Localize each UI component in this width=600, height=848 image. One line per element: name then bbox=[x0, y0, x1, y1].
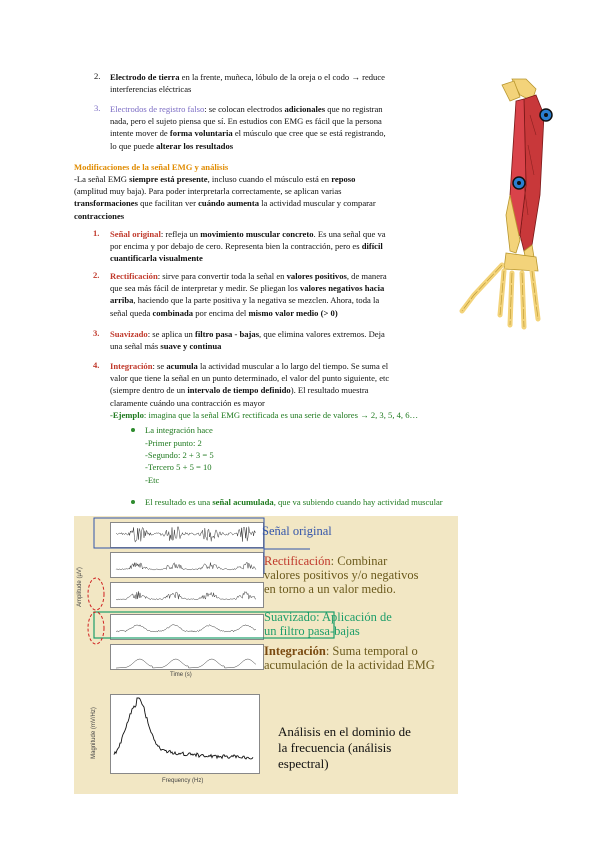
step-4-text: Integración: se acumula la actividad muscular a lo largo del tiempo. Se suma el valor que tiene la señal en un punto determinado, el valor del punto siguiente, etc (siempre dentro de un intervalo de tiempo definido). El resultado muestra claramente cuándo una contracción es mayor bbox=[110, 361, 390, 408]
spectrum-curve bbox=[110, 694, 258, 772]
example-bullet-2: El resultado es una señal acumulada, que va subiendo cuando hay actividad muscular bbox=[145, 497, 443, 507]
step-3-number: 3. bbox=[93, 328, 100, 338]
arm-anatomy-illustration bbox=[440, 75, 575, 375]
step-1-number: 1. bbox=[93, 228, 100, 238]
step-3-text: Suavizado: se aplica un filtro pasa - bajas, que elimina valores extremos. Deja una señal más suave y continua bbox=[110, 329, 385, 352]
section-intro: -La señal EMG siempre está presente, incluso cuando el músculo está en reposo (amplitud muy baja). Para poder interpretarla correctamente, se aplican varias transformaciones que facilitan ver cuándo aumenta la actividad muscular y comparar contracciones bbox=[74, 174, 376, 221]
magnitude-axis-label: Magnitude (mV/Hz) bbox=[90, 707, 97, 759]
example-step: -Segundo: 2 + 3 = 5 bbox=[145, 450, 214, 461]
bullet-dot bbox=[131, 500, 135, 504]
label-rectification: Rectificación: Combinar valores positivos y/o negativos en torno a un valor medio. bbox=[264, 554, 419, 596]
label-original-signal: Señal original bbox=[262, 524, 332, 538]
example-bullet-1: La integración hace bbox=[145, 425, 213, 435]
item-3-text: Electrodos de registro falso: se colocan electrodos adicionales que no registran nada, pero el sujeto piensa que sí. En estudios con EMG es fácil que la persona intente mover de forma voluntaria el músculo que cree que se está registrando, lo que puede alterar los resultados bbox=[110, 104, 386, 151]
example-step-list bbox=[145, 437, 214, 486]
example-line: -Ejemplo: imagina que la señal EMG rectificada es una serie de valores → 2, 3, 5, 4, 6… bbox=[110, 410, 419, 420]
example-step: -Primer punto: 2 bbox=[145, 438, 202, 448]
label-frequency-analysis: Análisis en el dominio de la frecuencia (análisis espectral) bbox=[278, 724, 411, 771]
frequency-axis-label: Frequency (Hz) bbox=[162, 778, 204, 784]
item-2-text: Electrodo de tierra en la frente, muñeca, lóbulo de la oreja o el codo → reduce interferencias eléctricas bbox=[110, 72, 385, 95]
amplitude-axis-label: Amplitude (µV) bbox=[76, 567, 83, 607]
item-3-number: 3. bbox=[94, 103, 101, 113]
step-1-text: Señal original: refleja un movimiento muscular concreto. Es una señal que va por encima y por debajo de cero. Representa bien la contracción, pero es difícil cuantificarla visualmente bbox=[110, 229, 386, 264]
example-step: -Tercero 5 + 5 = 10 bbox=[145, 462, 212, 473]
step-4-number: 4. bbox=[93, 360, 100, 370]
section-heading: Modificaciones de la señal EMG y análisis bbox=[74, 162, 229, 172]
bullet-dot bbox=[131, 428, 135, 432]
emg-processing-figure bbox=[74, 516, 458, 794]
label-smoothing: Suavizado: Aplicación de un filtro pasa-bajas bbox=[264, 610, 392, 638]
label-integration: Integración: Suma temporal o acumulación de la actividad EMG bbox=[264, 644, 435, 672]
step-2-number: 2. bbox=[93, 270, 100, 280]
item-2-number: 2. bbox=[94, 71, 101, 81]
example-step: -Etc bbox=[145, 474, 160, 485]
step-2-text: Rectificación: sirve para convertir toda la señal en valores positivos, de manera que sea más fácil de interpretar y medir. Se pliegan los valores negativos hacia arriba, haciendo que la parte positiva y la negativa se mezclen. Ahora, toda la señal queda combinada por encima del mismo valor medio (> 0) bbox=[110, 271, 387, 318]
time-axis-label: Time (s) bbox=[170, 672, 192, 678]
